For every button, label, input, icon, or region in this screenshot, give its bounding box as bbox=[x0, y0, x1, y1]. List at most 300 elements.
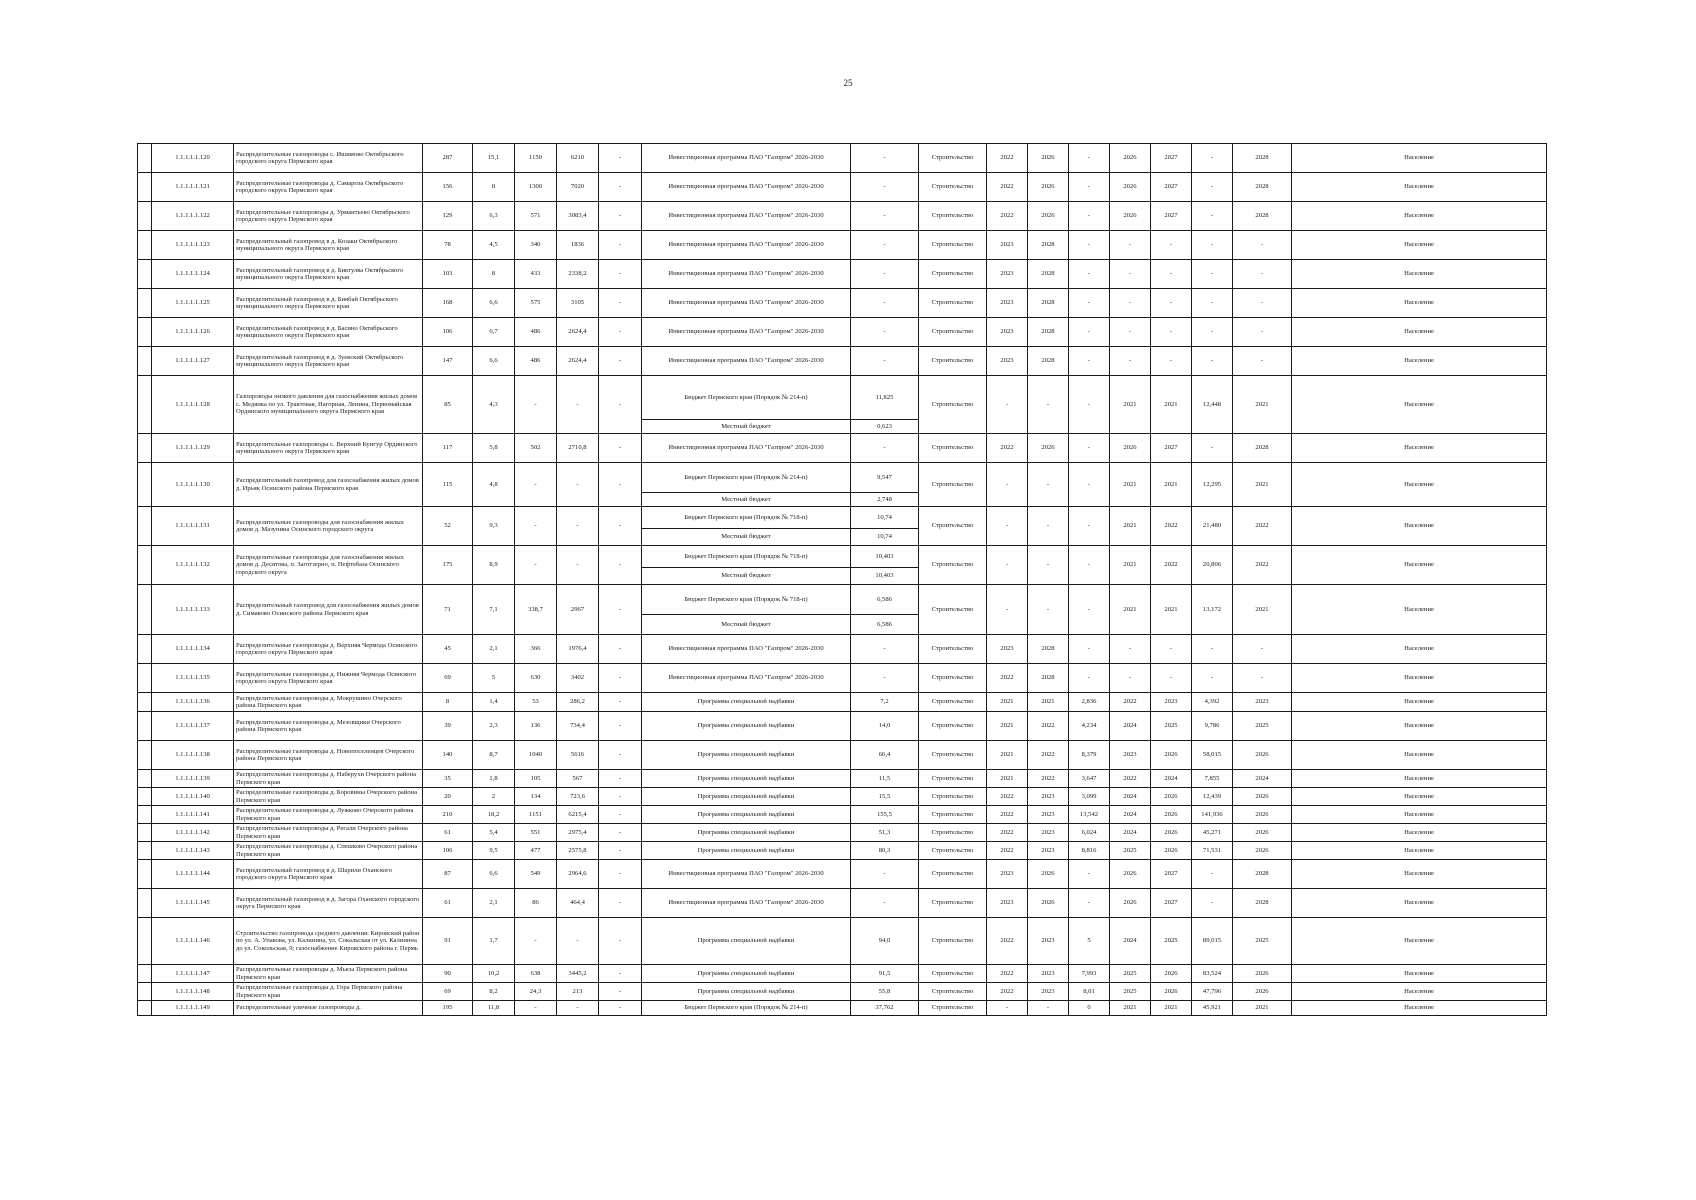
cost-2: 71,531 bbox=[1192, 842, 1233, 860]
table-row bbox=[138, 693, 1547, 712]
year-start-2: 2024 bbox=[1110, 918, 1151, 965]
year-start-2: - bbox=[1110, 289, 1151, 318]
value-2: 8,2 bbox=[473, 983, 515, 1001]
funding-source: Программа специальной надбавки bbox=[642, 842, 851, 860]
value-1: 8 bbox=[423, 693, 473, 712]
commission-year: 2023 bbox=[1233, 693, 1292, 712]
cost-1: 7,993 bbox=[1069, 965, 1110, 983]
table-row bbox=[138, 1001, 1547, 1016]
funding-source: Инвестиционная программа ПАО "Газпром" 2026-2030 bbox=[642, 635, 851, 664]
year-end-2: 2027 bbox=[1151, 144, 1192, 173]
value-2: 8,7 bbox=[473, 741, 515, 770]
cost-1: - bbox=[1069, 231, 1110, 260]
value-5: - bbox=[599, 918, 642, 965]
year-start-1: 2022 bbox=[987, 918, 1028, 965]
year-end-2: - bbox=[1151, 231, 1192, 260]
cost-2: - bbox=[1192, 144, 1233, 173]
table-row bbox=[138, 434, 1547, 463]
object-name: Распределительные газопроводы д. Самароза Октябрьского городского округа Пермского края bbox=[234, 173, 423, 202]
object-name: Распределительные газопроводы д. Новопоселенцев Очерского района Пермского края bbox=[234, 741, 423, 770]
table-row bbox=[138, 173, 1547, 202]
value-3: 630 bbox=[515, 664, 557, 693]
cost-2: 83,524 bbox=[1192, 965, 1233, 983]
blank-cell bbox=[138, 144, 152, 173]
cost-2: 9,786 bbox=[1192, 712, 1233, 741]
cost-1: 8,816 bbox=[1069, 842, 1110, 860]
value-3: - bbox=[515, 918, 557, 965]
cost-1: - bbox=[1069, 546, 1110, 585]
funding-amount: - bbox=[851, 318, 919, 347]
funding-amount: - bbox=[851, 289, 919, 318]
value-4: 6210 bbox=[557, 144, 599, 173]
value-1: 156 bbox=[423, 173, 473, 202]
year-end-1: 2028 bbox=[1028, 231, 1069, 260]
blank-cell bbox=[138, 434, 152, 463]
value-1: 45 bbox=[423, 635, 473, 664]
work-type: Строительство bbox=[919, 173, 987, 202]
year-start-2: - bbox=[1110, 231, 1151, 260]
object-id: 1.1.1.1.1.131 bbox=[152, 507, 234, 546]
blank-cell bbox=[138, 983, 152, 1001]
work-type: Строительство bbox=[919, 693, 987, 712]
cost-1: - bbox=[1069, 347, 1110, 376]
year-end-1: - bbox=[1028, 546, 1069, 585]
funding-source: Инвестиционная программа ПАО "Газпром" 2026-2030 bbox=[642, 860, 851, 889]
year-end-1: 2028 bbox=[1028, 318, 1069, 347]
funding-source: Программа специальной надбавки bbox=[642, 693, 851, 712]
cost-2: - bbox=[1192, 434, 1233, 463]
year-start-1: 2022 bbox=[987, 965, 1028, 983]
funding-source: Местный бюджет bbox=[642, 420, 851, 434]
value-3: - bbox=[515, 463, 557, 507]
commission-year: 2022 bbox=[1233, 507, 1292, 546]
funding-amount: 37,762 bbox=[851, 1001, 919, 1016]
cost-2: 13,172 bbox=[1192, 585, 1233, 635]
year-end-1: 2023 bbox=[1028, 824, 1069, 842]
funding-source: Бюджет Пермского края (Порядок № 718-п) bbox=[642, 546, 851, 568]
funding-source: Программа специальной надбавки bbox=[642, 824, 851, 842]
year-start-1: - bbox=[987, 463, 1028, 507]
table-row bbox=[138, 289, 1547, 318]
commission-year: 2028 bbox=[1233, 202, 1292, 231]
consumers: Население bbox=[1292, 376, 1547, 434]
funding-source: Инвестиционная программа ПАО "Газпром" 2026-2030 bbox=[642, 434, 851, 463]
funding-source: Программа специальной надбавки bbox=[642, 918, 851, 965]
year-end-1: 2028 bbox=[1028, 664, 1069, 693]
value-3: 53 bbox=[515, 693, 557, 712]
year-start-2: - bbox=[1110, 664, 1151, 693]
table-row bbox=[138, 889, 1547, 918]
work-type: Строительство bbox=[919, 347, 987, 376]
funding-source: Местный бюджет bbox=[642, 615, 851, 635]
year-start-1: 2021 bbox=[987, 741, 1028, 770]
object-id: 1.1.1.1.1.141 bbox=[152, 806, 234, 824]
table-row bbox=[138, 824, 1547, 842]
value-5: - bbox=[599, 806, 642, 824]
value-5: - bbox=[599, 693, 642, 712]
value-5: - bbox=[599, 347, 642, 376]
object-id: 1.1.1.1.1.128 bbox=[152, 376, 234, 434]
value-5: - bbox=[599, 635, 642, 664]
value-1: 52 bbox=[423, 507, 473, 546]
value-5: - bbox=[599, 585, 642, 635]
consumers: Население bbox=[1292, 860, 1547, 889]
value-1: 103 bbox=[423, 260, 473, 289]
commission-year: - bbox=[1233, 289, 1292, 318]
funding-amount: 0,623 bbox=[851, 420, 919, 434]
year-end-2: 2026 bbox=[1151, 741, 1192, 770]
object-name: Распределительные газопроводы д. Нижняя Чермода Осинского городского округа Пермского края bbox=[234, 664, 423, 693]
blank-cell bbox=[138, 173, 152, 202]
funding-source: Инвестиционная программа ПАО "Газпром" 2026-2030 bbox=[642, 231, 851, 260]
blank-cell bbox=[138, 693, 152, 712]
blank-cell bbox=[138, 824, 152, 842]
value-5: - bbox=[599, 144, 642, 173]
table-row bbox=[138, 347, 1547, 376]
value-2: 6,6 bbox=[473, 347, 515, 376]
cost-2: - bbox=[1192, 260, 1233, 289]
value-3: 575 bbox=[515, 289, 557, 318]
blank-cell bbox=[138, 202, 152, 231]
value-2: 6,6 bbox=[473, 289, 515, 318]
table-row bbox=[138, 983, 1547, 1001]
value-4: 3105 bbox=[557, 289, 599, 318]
year-end-2: 2021 bbox=[1151, 585, 1192, 635]
work-type: Строительство bbox=[919, 983, 987, 1001]
cost-1: 5 bbox=[1069, 918, 1110, 965]
funding-amount: - bbox=[851, 231, 919, 260]
value-1: 90 bbox=[423, 965, 473, 983]
year-end-1: 2026 bbox=[1028, 434, 1069, 463]
object-name: Распределительный газопровод в д. Загора Оханского городского округа Пермского края bbox=[234, 889, 423, 918]
year-start-1: - bbox=[987, 376, 1028, 434]
funding-source: Местный бюджет bbox=[642, 568, 851, 585]
value-1: 69 bbox=[423, 983, 473, 1001]
table-row bbox=[138, 231, 1547, 260]
commission-year: - bbox=[1233, 231, 1292, 260]
funding-source: Программа специальной надбавки bbox=[642, 770, 851, 788]
value-5: - bbox=[599, 889, 642, 918]
work-type: Строительство bbox=[919, 202, 987, 231]
cost-2: 47,796 bbox=[1192, 983, 1233, 1001]
value-2: 2 bbox=[473, 788, 515, 806]
value-3: 486 bbox=[515, 347, 557, 376]
year-end-1: - bbox=[1028, 376, 1069, 434]
funding-source: Программа специальной надбавки bbox=[642, 965, 851, 983]
consumers: Население bbox=[1292, 712, 1547, 741]
value-4: 2975,4 bbox=[557, 824, 599, 842]
funding-amount: 155,5 bbox=[851, 806, 919, 824]
commission-year: 2026 bbox=[1233, 741, 1292, 770]
commission-year: 2028 bbox=[1233, 860, 1292, 889]
value-1: 140 bbox=[423, 741, 473, 770]
year-start-2: 2021 bbox=[1110, 585, 1151, 635]
value-4: 2967 bbox=[557, 585, 599, 635]
commission-year: - bbox=[1233, 635, 1292, 664]
value-4: 213 bbox=[557, 983, 599, 1001]
cost-1: - bbox=[1069, 434, 1110, 463]
year-start-2: 2026 bbox=[1110, 889, 1151, 918]
year-start-2: 2026 bbox=[1110, 860, 1151, 889]
year-end-1: 2028 bbox=[1028, 347, 1069, 376]
value-3: 1151 bbox=[515, 806, 557, 824]
value-4: 7020 bbox=[557, 173, 599, 202]
cost-1: 0 bbox=[1069, 1001, 1110, 1016]
table-row bbox=[138, 463, 1547, 493]
year-end-2: - bbox=[1151, 635, 1192, 664]
blank-cell bbox=[138, 635, 152, 664]
table-row bbox=[138, 788, 1547, 806]
work-type: Строительство bbox=[919, 770, 987, 788]
value-2: 1,8 bbox=[473, 770, 515, 788]
object-id: 1.1.1.1.1.121 bbox=[152, 173, 234, 202]
blank-cell bbox=[138, 806, 152, 824]
year-end-1: 2023 bbox=[1028, 983, 1069, 1001]
funding-amount: 10,403 bbox=[851, 568, 919, 585]
commission-year: 2021 bbox=[1233, 1001, 1292, 1016]
blank-cell bbox=[138, 1001, 152, 1016]
funding-amount: 7,2 bbox=[851, 693, 919, 712]
cost-2: 141,936 bbox=[1192, 806, 1233, 824]
year-end-2: 2022 bbox=[1151, 507, 1192, 546]
value-4: - bbox=[557, 546, 599, 585]
value-3: 433 bbox=[515, 260, 557, 289]
value-3: 136 bbox=[515, 712, 557, 741]
funding-source: Местный бюджет bbox=[642, 529, 851, 546]
funding-amount: 9,547 bbox=[851, 463, 919, 493]
cost-1: - bbox=[1069, 202, 1110, 231]
year-start-2: 2021 bbox=[1110, 1001, 1151, 1016]
value-5: - bbox=[599, 1001, 642, 1016]
value-1: 39 bbox=[423, 712, 473, 741]
year-start-1: 2022 bbox=[987, 202, 1028, 231]
funding-amount: 11,825 bbox=[851, 376, 919, 420]
blank-cell bbox=[138, 463, 152, 507]
object-name: Строительство газопровода среднего давления: Кировский район по ул. А. Упакова, ул. Калинина, ул. Сокальская от ул. Калинина до ул. Сокольская, 9; газоснабжение Кировского района г. Пермь bbox=[234, 918, 423, 965]
year-start-2: - bbox=[1110, 347, 1151, 376]
year-start-2: 2021 bbox=[1110, 546, 1151, 585]
object-name: Распределительный газопровод в д. Биктулва Октябрьского муниципального округа Пермского края bbox=[234, 260, 423, 289]
year-start-1: 2023 bbox=[987, 318, 1028, 347]
value-5: - bbox=[599, 376, 642, 434]
table-row bbox=[138, 770, 1547, 788]
value-3: 134 bbox=[515, 788, 557, 806]
value-2: 8,9 bbox=[473, 546, 515, 585]
year-start-2: 2023 bbox=[1110, 741, 1151, 770]
value-5: - bbox=[599, 965, 642, 983]
consumers: Население bbox=[1292, 463, 1547, 507]
cost-2: - bbox=[1192, 318, 1233, 347]
work-type: Строительство bbox=[919, 585, 987, 635]
value-2: 15,1 bbox=[473, 144, 515, 173]
object-name: Распределительные газопроводы с. Верхний Кунгур Ординского муниципального округа Пермского края bbox=[234, 434, 423, 463]
table-row bbox=[138, 712, 1547, 741]
value-5: - bbox=[599, 507, 642, 546]
consumers: Население bbox=[1292, 289, 1547, 318]
consumers: Население bbox=[1292, 889, 1547, 918]
cost-1: - bbox=[1069, 260, 1110, 289]
value-4: 3402 bbox=[557, 664, 599, 693]
object-name: Распределительные газопроводы д. Мезовщики Очерского района Пермского края bbox=[234, 712, 423, 741]
object-id: 1.1.1.1.1.124 bbox=[152, 260, 234, 289]
value-3: 571 bbox=[515, 202, 557, 231]
commission-year: 2028 bbox=[1233, 434, 1292, 463]
value-4: - bbox=[557, 463, 599, 507]
blank-cell bbox=[138, 585, 152, 635]
year-end-1: 2023 bbox=[1028, 842, 1069, 860]
year-end-1: 2028 bbox=[1028, 260, 1069, 289]
funding-source: Бюджет Пермского края (Порядок № 718-п) bbox=[642, 507, 851, 529]
commission-year: - bbox=[1233, 260, 1292, 289]
work-type: Строительство bbox=[919, 860, 987, 889]
year-start-1: 2021 bbox=[987, 712, 1028, 741]
funding-source: Инвестиционная программа ПАО "Газпром" 2026-2030 bbox=[642, 144, 851, 173]
object-name: Распределительные газопроводы д. Мысы Пермского района Пермского края bbox=[234, 965, 423, 983]
consumers: Население bbox=[1292, 788, 1547, 806]
consumers: Население bbox=[1292, 741, 1547, 770]
object-name: Распределительные газопроводы д. Гора Пермского района Пермского края bbox=[234, 983, 423, 1001]
value-5: - bbox=[599, 983, 642, 1001]
year-start-1: 2022 bbox=[987, 434, 1028, 463]
object-id: 1.1.1.1.1.142 bbox=[152, 824, 234, 842]
table-row bbox=[138, 144, 1547, 173]
value-4: 734,4 bbox=[557, 712, 599, 741]
value-1: 287 bbox=[423, 144, 473, 173]
funding-amount: 94,0 bbox=[851, 918, 919, 965]
object-id: 1.1.1.1.1.127 bbox=[152, 347, 234, 376]
cost-2: 4,392 bbox=[1192, 693, 1233, 712]
year-end-2: 2023 bbox=[1151, 693, 1192, 712]
object-name: Распределительный газопровод в д. Шарили Оханского городского округа Пермского края bbox=[234, 860, 423, 889]
value-3: 338,7 bbox=[515, 585, 557, 635]
value-2: 5,8 bbox=[473, 434, 515, 463]
funding-amount: 80,3 bbox=[851, 842, 919, 860]
value-1: 168 bbox=[423, 289, 473, 318]
year-end-2: 2026 bbox=[1151, 806, 1192, 824]
year-start-1: 2023 bbox=[987, 635, 1028, 664]
value-4: 2575,8 bbox=[557, 842, 599, 860]
value-3: - bbox=[515, 507, 557, 546]
year-end-1: 2022 bbox=[1028, 770, 1069, 788]
year-start-2: 2025 bbox=[1110, 965, 1151, 983]
year-start-2: 2021 bbox=[1110, 376, 1151, 434]
cost-2: - bbox=[1192, 889, 1233, 918]
year-start-1: 2022 bbox=[987, 983, 1028, 1001]
consumers: Население bbox=[1292, 202, 1547, 231]
consumers: Население bbox=[1292, 318, 1547, 347]
consumers: Население bbox=[1292, 965, 1547, 983]
commission-year: 2028 bbox=[1233, 173, 1292, 202]
object-name: Распределительные газопроводы с. Ишимово Октябрьского городского округа Пермского края bbox=[234, 144, 423, 173]
value-2: 11,8 bbox=[473, 1001, 515, 1016]
funding-amount: - bbox=[851, 860, 919, 889]
value-2: 7,1 bbox=[473, 585, 515, 635]
object-name: Распределительные газопроводы д. Боровины Очерского района Пермского края bbox=[234, 788, 423, 806]
object-name: Распределительный газопровод для газоснабжения жилых домов д. Симаково Осинского района Пермского края bbox=[234, 585, 423, 635]
table-row bbox=[138, 635, 1547, 664]
consumers: Население bbox=[1292, 635, 1547, 664]
object-name: Распределительные газопроводы д. Мокрушино Очерского района Пермского края bbox=[234, 693, 423, 712]
value-1: 61 bbox=[423, 824, 473, 842]
funding-amount: - bbox=[851, 173, 919, 202]
year-end-1: - bbox=[1028, 507, 1069, 546]
table-row bbox=[138, 664, 1547, 693]
cost-1: - bbox=[1069, 376, 1110, 434]
value-5: - bbox=[599, 434, 642, 463]
year-start-2: 2026 bbox=[1110, 173, 1151, 202]
work-type: Строительство bbox=[919, 434, 987, 463]
year-end-2: 2027 bbox=[1151, 173, 1192, 202]
year-start-2: 2024 bbox=[1110, 824, 1151, 842]
year-end-2: 2026 bbox=[1151, 842, 1192, 860]
work-type: Строительство bbox=[919, 824, 987, 842]
year-start-1: 2022 bbox=[987, 824, 1028, 842]
commission-year: 2026 bbox=[1233, 806, 1292, 824]
blank-cell bbox=[138, 347, 152, 376]
value-2: 5,4 bbox=[473, 824, 515, 842]
funding-source: Программа специальной надбавки bbox=[642, 741, 851, 770]
blank-cell bbox=[138, 741, 152, 770]
value-5: - bbox=[599, 463, 642, 507]
value-1: 106 bbox=[423, 318, 473, 347]
year-end-1: 2022 bbox=[1028, 741, 1069, 770]
blank-cell bbox=[138, 376, 152, 434]
cost-2: 45,271 bbox=[1192, 824, 1233, 842]
year-start-1: 2023 bbox=[987, 231, 1028, 260]
blank-cell bbox=[138, 260, 152, 289]
table-row bbox=[138, 585, 1547, 615]
funding-amount: 6,586 bbox=[851, 585, 919, 615]
table-row bbox=[138, 507, 1547, 529]
value-4: 286,2 bbox=[557, 693, 599, 712]
work-type: Строительство bbox=[919, 889, 987, 918]
funding-amount: 2,748 bbox=[851, 493, 919, 507]
work-type: Строительство bbox=[919, 712, 987, 741]
funding-amount: - bbox=[851, 347, 919, 376]
value-4: 6215,4 bbox=[557, 806, 599, 824]
value-4: 1976,4 bbox=[557, 635, 599, 664]
funding-source: Программа специальной надбавки bbox=[642, 712, 851, 741]
cost-1: - bbox=[1069, 635, 1110, 664]
value-3: 86 bbox=[515, 889, 557, 918]
value-3: - bbox=[515, 546, 557, 585]
funding-amount: - bbox=[851, 434, 919, 463]
year-end-2: 2024 bbox=[1151, 770, 1192, 788]
year-end-2: 2027 bbox=[1151, 860, 1192, 889]
blank-cell bbox=[138, 770, 152, 788]
consumers: Население bbox=[1292, 434, 1547, 463]
year-end-1: 2023 bbox=[1028, 965, 1069, 983]
funding-source: Инвестиционная программа ПАО "Газпром" 2026-2030 bbox=[642, 347, 851, 376]
year-start-2: 2022 bbox=[1110, 693, 1151, 712]
value-1: 195 bbox=[423, 1001, 473, 1016]
year-end-2: 2021 bbox=[1151, 463, 1192, 507]
year-end-1: - bbox=[1028, 585, 1069, 635]
cost-2: - bbox=[1192, 860, 1233, 889]
funding-amount: - bbox=[851, 635, 919, 664]
funding-amount: 55,8 bbox=[851, 983, 919, 1001]
object-name: Распределительный газопровод в д. Зуевский Октябрьского муниципального округа Пермского края bbox=[234, 347, 423, 376]
funding-amount: 51,3 bbox=[851, 824, 919, 842]
blank-cell bbox=[138, 965, 152, 983]
object-name: Газопроводы низкого давления для газоснабжения жилых домов с. Медянка по ул. Трактовая, Нагорная, Ленина, Первомайская Ординского муниципального округа Пермского края bbox=[234, 376, 423, 434]
object-id: 1.1.1.1.1.137 bbox=[152, 712, 234, 741]
cost-1: 8,01 bbox=[1069, 983, 1110, 1001]
year-start-1: 2022 bbox=[987, 173, 1028, 202]
value-4: 3445,2 bbox=[557, 965, 599, 983]
object-name: Распределительные газопроводы для газоснабжения жилых домов д. Мазунина Осинского городского округа bbox=[234, 507, 423, 546]
value-4: - bbox=[557, 507, 599, 546]
